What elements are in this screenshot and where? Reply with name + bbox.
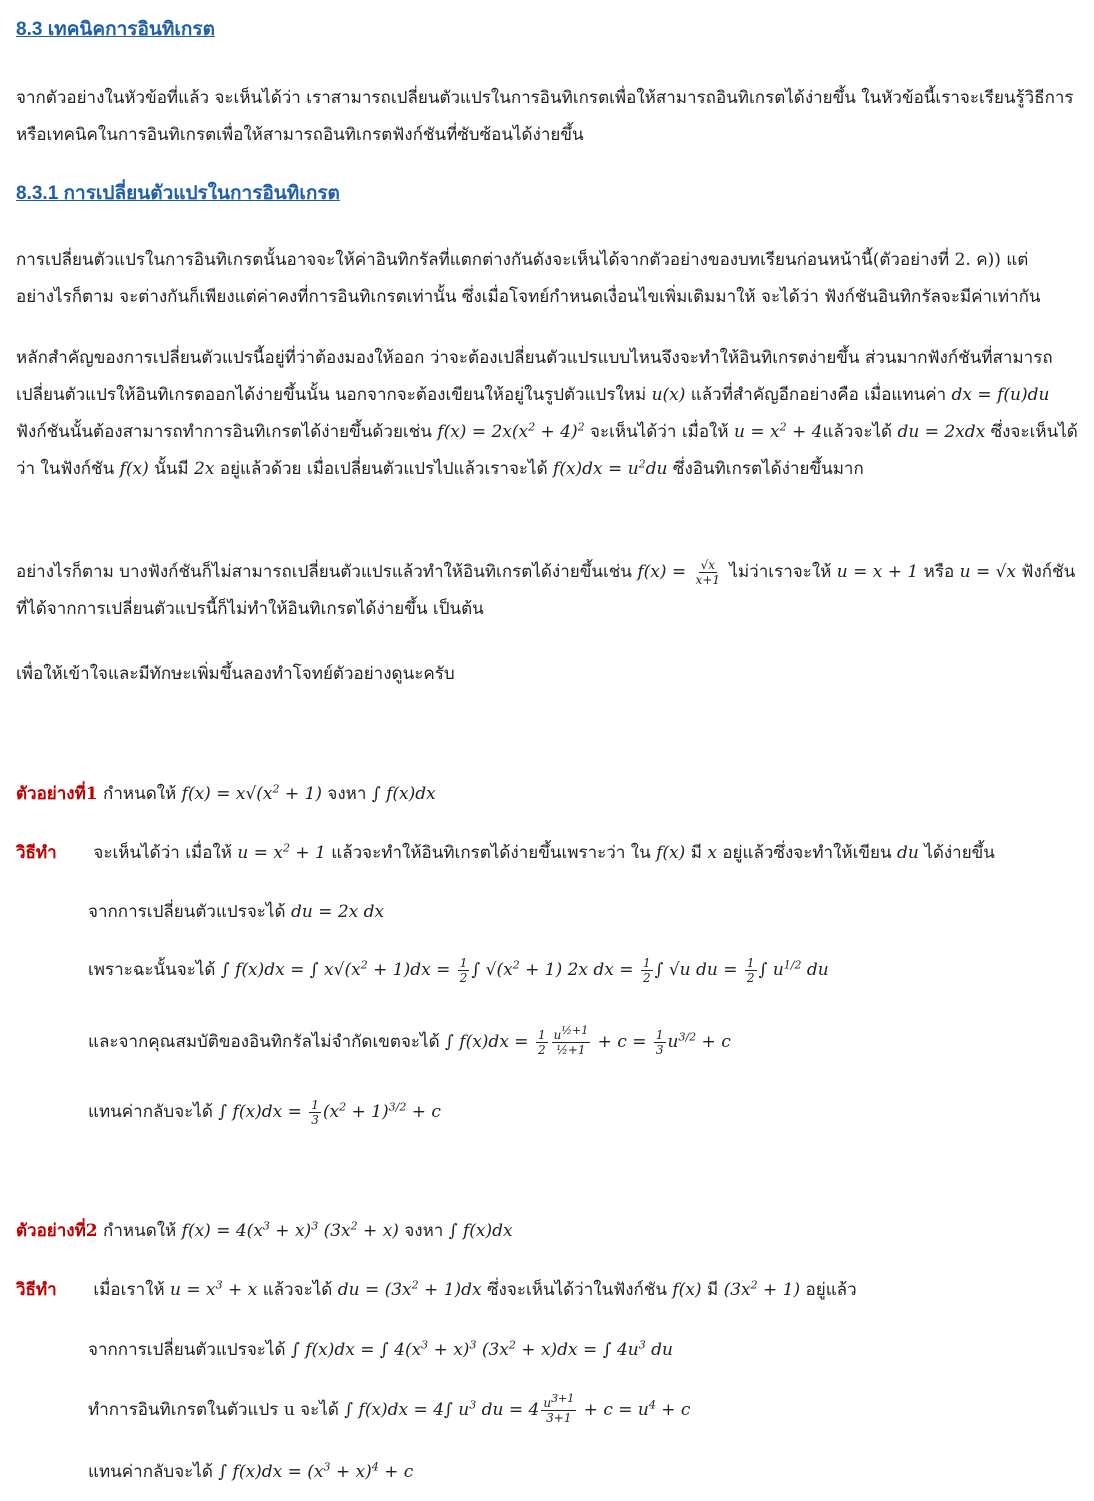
solution-label: วิธีทำ [16, 843, 57, 863]
subsection-title[interactable]: 8.3.1 การเปลี่ยนตัวแปรในการอินทิเกรต [16, 183, 340, 204]
example-2-statement: ตัวอย่างที่2 กำหนดให้ $f(x) = 4(x^3 + x)^3$ $(3x^2 + x)$ จงหา ∫ f(x)dx [16, 1219, 513, 1241]
example-2-step-1: วิธีทำ เมื่อเราให้ $u = x^3 + x$ แล้วจะได้ du = $(3x^2 + 1)dx$ ซึ่งจะเห็นได้ว่าในฟังก์ชัน f(x) มี $(3x^2 + 1)$ อยู่แล้ว [16, 1272, 1082, 1309]
solution-label-2: วิธีทำ [16, 1280, 57, 1300]
example-1-step-4: และจากคุณสมบัติของอินทิกรัลไม่จำกัดเขตจะได้ ∫ f(x)dx = $\frac{1}{2}$ $\frac{u^{\frac{1}{2}+1}}{\text{½+1}}$ + c = $\frac{1}{3}$ $u^{3/2} + c$ [88, 1024, 731, 1057]
example-1-step-2: จากการเปลี่ยนตัวแปรจะได้ du = 2x dx [88, 902, 385, 922]
example-1-step-1: วิธีทำ จะเห็นได้ว่า เมื่อให้ $u = x^2 + 1$ แล้วจะทำให้อินทิเกรตได้ง่ายขึ้นเพราะว่า ใน f(x) มี x อยู่แล้วซึ่งจะทำให้เขียน du ได้ง่ายขึ้น [16, 835, 1082, 872]
paragraph-2: หลักสำคัญของการเปลี่ยนตัวแปรนี้อยู่ที่ว่าต้องมองให้ออก ว่าจะต้องเปลี่ยนตัวแปรแบบไหนจึงจะทำให้อินทิเกรตง่ายขึ้น ส่วนมากฟังก์ชันที่สามารถเปลี่ยนตัวแปรให้อินทิเกรตออกได้ง่ายขึ้นนั้น นอกจากจะต้องเขียนให้อยู่ในรูปตัวแปรใหม่ u(x) แล้วที่สำคัญอีกอย่างคือ เมื่อแทนค่า dx = f(u)du ฟังก์ชันนั้นต้องสามารถทำการอินทิเกรตได้ง่ายขึ้นด้วยเช่น $f(x) = 2x(x^2 + 4)^2$ จะเห็นได้ว่า เมื่อให้ $u = x^2 + 4$แล้วจะได้ du = 2xdx ซึ่งจะเห็นได้ว่า ในฟังก์ชัน f(x) นั้นมี 2x อยู่แล้วด้วย เมื่อเปลี่ยนตัวแปรไปแล้วเราจะได้ $f(x)dx = u^2du$ ซึ่งอินทิเกรตได้ง่ายขึ้นมาก [16, 348, 1078, 479]
paragraph-4: เพื่อให้เข้าใจและมีทักษะเพิ่มขึ้นลองทำโจทย์ตัวอย่างดูนะครับ [16, 664, 455, 684]
example-2-label: ตัวอย่างที่2 [16, 1221, 98, 1241]
section-intro: จากตัวอย่างในหัวข้อที่แล้ว จะเห็นได้ว่า เราสามารถเปลี่ยนตัวแปรในการอินทิเกรตเพื่อให้สามารถอินทิเกรตได้ง่ายขึ้น ในหัวข้อนี้เราจะเรียนรู้วิธีการหรือเทคนิคในการอินทิเกรตเพื่อให้สามารถอินทิเกรตฟังก์ชันที่ซับซ้อนได้ง่ายขึ้น [16, 88, 1074, 145]
example-1-step-5: แทนค่ากลับจะได้ ∫ f(x)dx = $\frac{1}{3}$ $(x^2 + 1)^{3/2} + c$ [88, 1098, 441, 1127]
example-1-statement: ตัวอย่างที่1 กำหนดให้ $f(x) = x√(x^2 + 1)$ จงหา ∫ f(x)dx [16, 782, 436, 804]
paragraph-3: อย่างไรก็ตาม บางฟังก์ชันก็ไม่สามารถเปลี่ยนตัวแปรแล้วทำให้อินทิเกรตได้ง่ายขึ้นเช่น f(x) = $\frac{√x}{x+1}$ ไม่ว่าเราจะให้ u = x + 1 หรือ u = √x ฟังก์ชันที่ได้จากการเปลี่ยนตัวแปรนี้ก็ไม่ทำให้อินทิเกรตได้ง่ายขึ้น เป็นต้น [16, 558, 1076, 619]
example-2-step-2: จากการเปลี่ยนตัวแปรจะได้ ∫ f(x)dx = ∫ $4(x^3 + x)^3$ $(3x^2 + x)dx$ = ∫ $4u^3$ du [88, 1338, 673, 1360]
section-title[interactable]: 8.3 เทคนิคการอินทิเกรต [16, 19, 215, 40]
paragraph-1: การเปลี่ยนตัวแปรในการอินทิเกรตนั้นอาจจะให้ค่าอินทิกรัลที่แตกต่างกันดังจะเห็นได้จากตัวอย่างของบทเรียนก่อนหน้านี้(ตัวอย่างที่ 2. ค)) แต่อย่างไรก็ตาม จะต่างกันก็เพียงแต่ค่าคงที่การอินทิเกรตเท่านั้น ซึ่งเมื่อโจทย์กำหนดเงื่อนไขเพิ่มเติมมาให้ จะได้ว่า ฟังก์ชันอินทิกรัลจะมีค่าเท่ากัน [16, 250, 1041, 307]
example-2-step-4: แทนค่ากลับจะได้ ∫ $f(x)dx = (x^3 + x)^4 + c$ [88, 1460, 414, 1482]
example-1-step-3: เพราะฉะนั้นจะได้ ∫ f(x)dx = ∫ $x√(x^2 + 1)dx$ = $\frac{1}{2}$ ∫ $√(x^2 + 1)$ 2x dx = $\frac{1}{2}$ ∫ √u du = $\frac{1}{2}$ ∫ $u^{1/2}$ du [88, 956, 829, 985]
example-1-label: ตัวอย่างที่1 [16, 784, 98, 804]
example-2-step-3: ทำการอินทิเกรตในตัวแปร u จะได้ ∫ f(x)dx = 4∫ $u^3$ du = 4 $\frac{u^{3+1}}{3+1}$ + $c = u^4 + c$ [88, 1392, 691, 1425]
